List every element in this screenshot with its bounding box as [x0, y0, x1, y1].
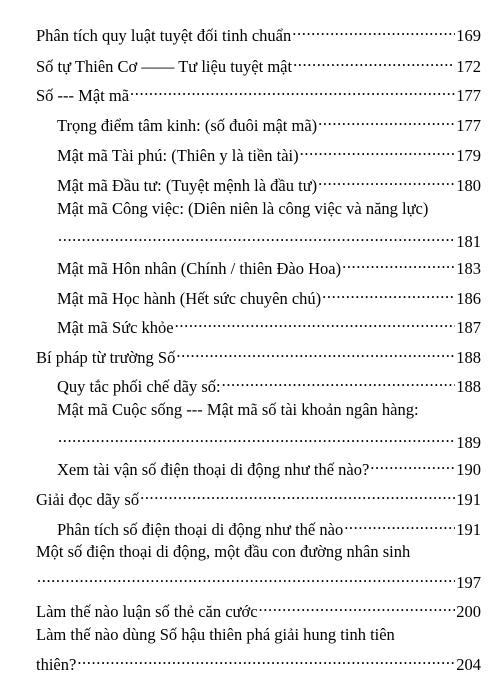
toc-subentry[interactable] — [57, 109, 481, 135]
toc-entry-page: 180 — [456, 176, 481, 195]
dot-leader — [322, 282, 455, 304]
toc-entry-page: 191 — [456, 490, 481, 509]
toc-entry[interactable] — [36, 483, 481, 509]
toc-entry-page: 186 — [456, 289, 481, 308]
toc-entry-title: Xem tài vận số điện thoại di động như thế nào? — [57, 460, 370, 479]
toc-subentry[interactable] — [57, 311, 481, 337]
dot-leader — [292, 19, 455, 41]
toc-entry-title: Giải đọc dãy số — [36, 490, 140, 509]
toc-subentry[interactable] — [57, 513, 481, 539]
dot-leader — [370, 453, 455, 475]
toc-entry-page: 177 — [456, 86, 481, 105]
dot-leader — [259, 595, 456, 617]
dot-leader — [58, 426, 455, 448]
dot-leader — [77, 648, 455, 670]
toc-entry-title: Mật mã Hôn nhân (Chính / thiên Đào Hoa) — [57, 259, 342, 278]
dot-leader — [140, 483, 455, 505]
toc-subentry[interactable] — [57, 198, 481, 251]
toc-subentry[interactable] — [57, 252, 481, 278]
toc-entry-title: Làm thế nào luận số thẻ căn cước — [36, 602, 258, 621]
toc-entry-title: Phân tích số điện thoại di động như thế nào — [57, 520, 344, 539]
toc-entry-title: Làm thế nào dùng Số hậu thiên phá giải hung tinh tiên — [36, 625, 395, 644]
toc-entry[interactable] — [36, 341, 481, 367]
dot-leader — [222, 370, 456, 392]
toc-entry-page: 179 — [456, 146, 481, 165]
toc-subentry[interactable] — [57, 399, 481, 452]
toc-entry-page: 172 — [456, 57, 481, 76]
toc-entry-page: 183 — [456, 259, 481, 278]
toc-entry[interactable] — [36, 79, 481, 105]
toc-entry-title: Mật mã Tài phú: (Thiên y là tiền tài) — [57, 146, 299, 165]
toc-entry[interactable] — [36, 50, 481, 76]
toc-entry[interactable] — [36, 19, 481, 45]
toc-entry-title: Trọng điểm tâm kinh: (số đuôi mật mã) — [57, 116, 318, 135]
dot-leader — [176, 341, 455, 363]
dot-leader — [293, 50, 455, 72]
toc-entry-page: 181 — [456, 232, 481, 251]
toc-entry-page: 191 — [456, 520, 481, 539]
toc-entry-title: Số tự Thiên Cơ —— Tư liệu tuyệt mật — [36, 57, 293, 76]
dot-leader — [318, 169, 455, 191]
dot-leader — [175, 311, 456, 333]
toc-subentry[interactable] — [57, 453, 481, 479]
toc-entry-title: Một số điện thoại di động, một đầu con đường nhân sinh — [36, 542, 411, 561]
toc-entry-page: 177 — [456, 116, 481, 135]
dot-leader — [300, 139, 456, 161]
toc-entry[interactable] — [36, 624, 481, 674]
toc-entry-page: 190 — [456, 460, 481, 479]
toc-entry[interactable] — [36, 595, 481, 621]
toc-entry-page: 188 — [456, 348, 481, 367]
toc-entry-title: Phân tích quy luật tuyệt đối tinh chuẩn — [36, 26, 292, 45]
dot-leader — [58, 225, 455, 247]
dot-leader — [342, 252, 455, 274]
toc-entry-title: Mật mã Cuộc sống --- Mật mã số tài khoản ngân hàng: — [57, 400, 419, 419]
dot-leader — [344, 513, 455, 535]
toc-entry-title: Mật mã Công việc: (Diên niên là công việc và năng lực) — [57, 199, 429, 218]
toc-entry-title: Mật mã Học hành (Hết sức chuyên chú) — [57, 289, 322, 308]
toc-entry-page: 204 — [456, 655, 481, 674]
toc-entry-page: 188 — [456, 377, 481, 396]
toc-entry-title: Mật mã Đầu tư: (Tuyệt mệnh là đầu tư) — [57, 176, 318, 195]
toc-subentry[interactable] — [57, 169, 481, 195]
toc-entry-page: 189 — [456, 433, 481, 452]
toc-entry-title: Mật mã Sức khỏe — [57, 318, 174, 337]
toc-entry[interactable] — [36, 541, 481, 592]
toc-subentry[interactable] — [57, 370, 481, 396]
dot-leader — [318, 109, 455, 131]
toc-subentry[interactable] — [57, 139, 481, 165]
toc-entry-title: Số --- Mật mã — [36, 86, 130, 105]
toc-entry-title: Bí pháp từ trường Số — [36, 348, 176, 367]
toc-entry-title-continued: thiên? — [36, 655, 77, 674]
dot-leader — [37, 566, 455, 588]
toc-entry-title: Quy tắc phối chế dãy số: — [57, 377, 221, 396]
dot-leader — [130, 79, 455, 101]
toc-subentry[interactable] — [57, 282, 481, 308]
toc-entry-page: 200 — [456, 602, 481, 621]
toc-entry-page: 169 — [456, 26, 481, 45]
toc-entry-page: 187 — [456, 318, 481, 337]
toc-entry-page: 197 — [456, 573, 481, 592]
